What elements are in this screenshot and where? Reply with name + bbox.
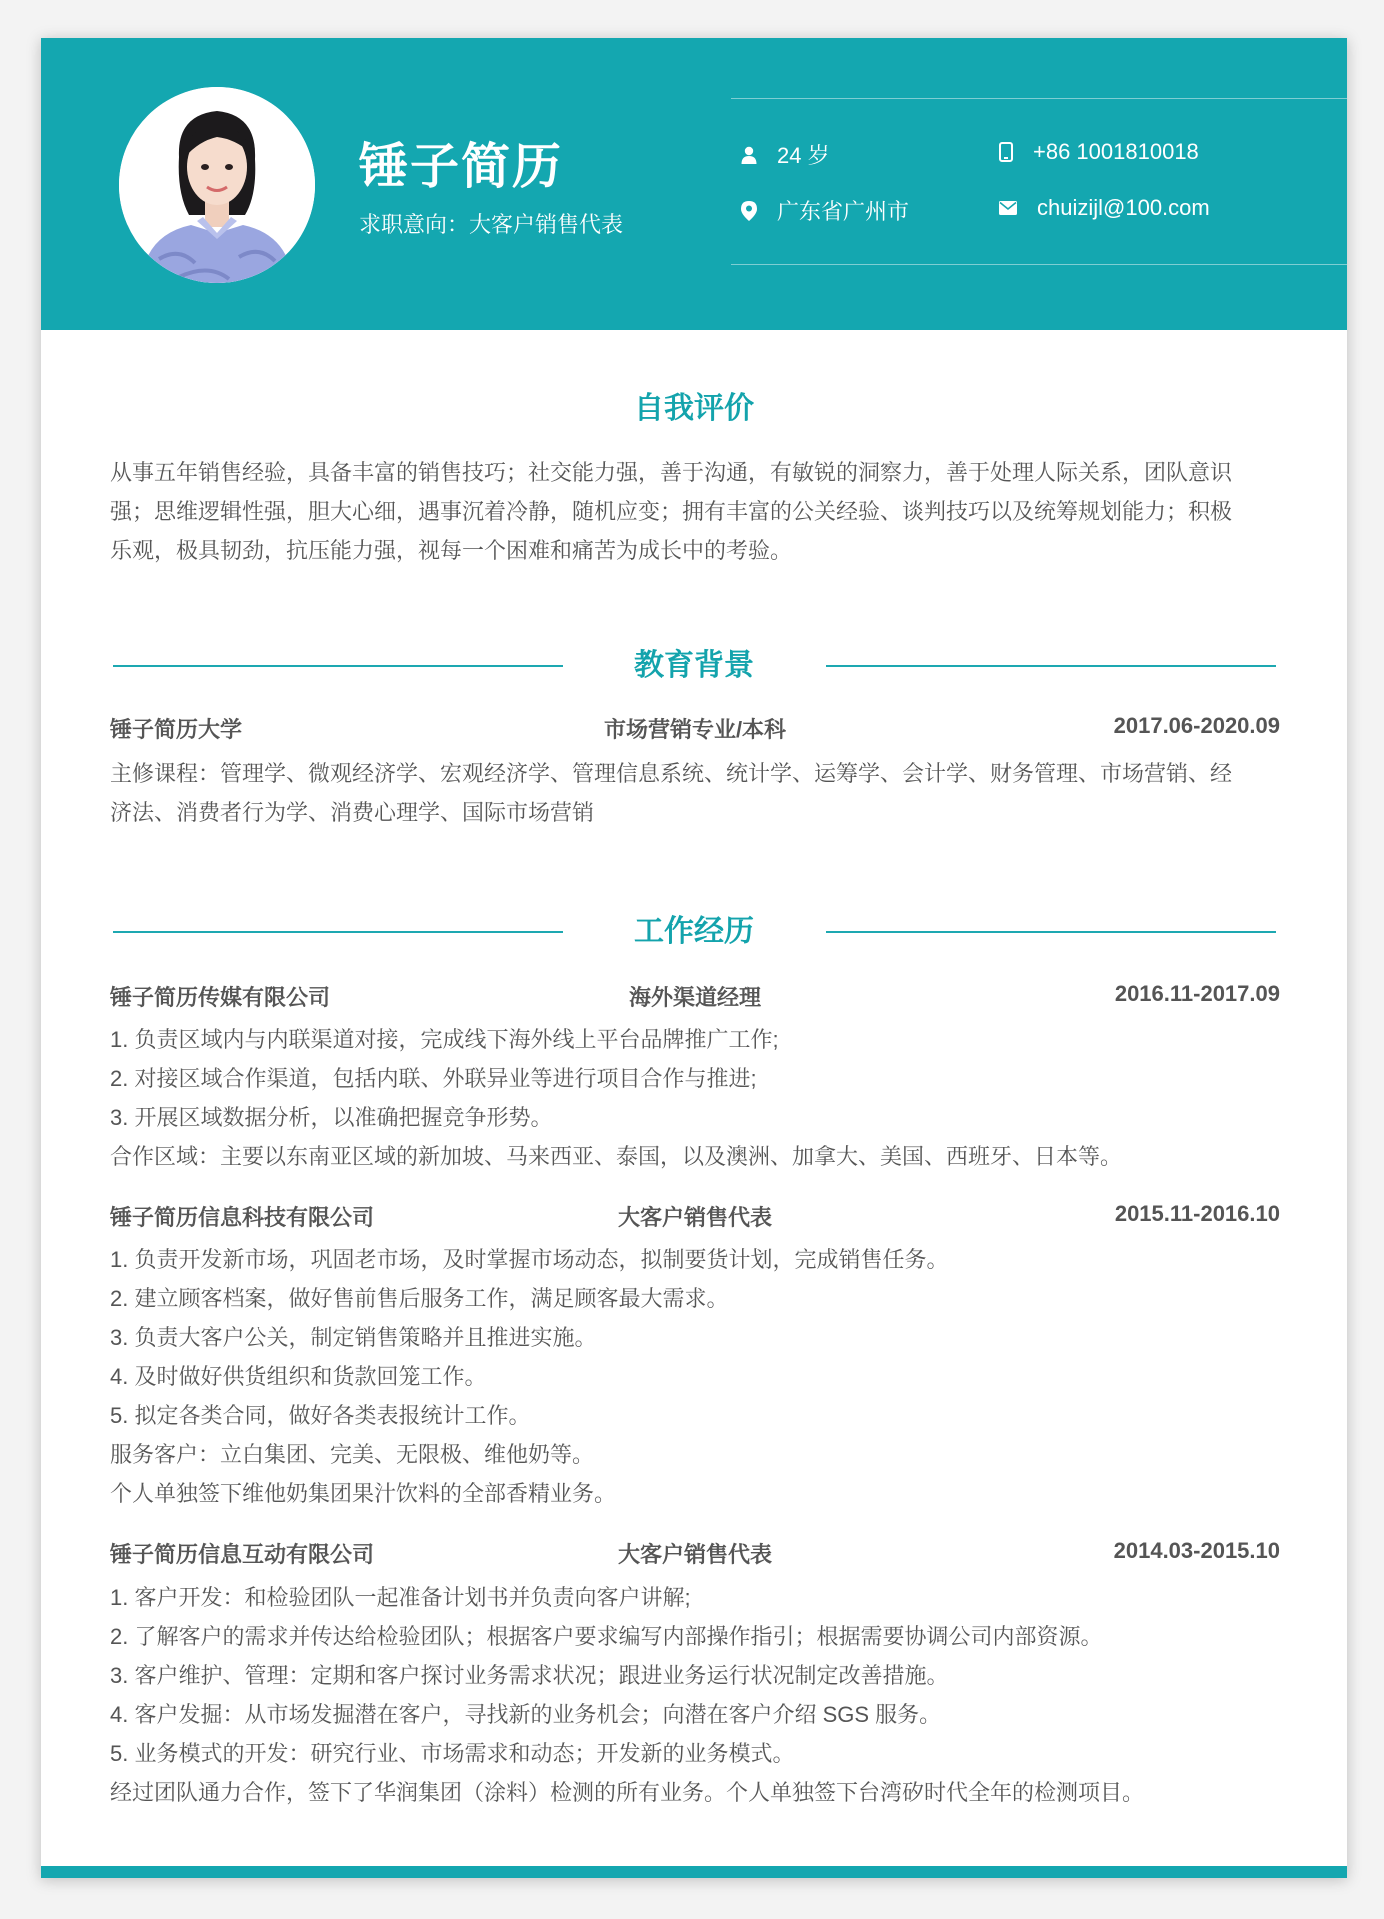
job-detail-line: 3. 开展区域数据分析，以准确把握竞争形势。 — [110, 1105, 553, 1130]
job-detail-line: 服务客户：立白集团、完美、无限极、维他奶等。 — [110, 1442, 595, 1467]
job-role: 大客户销售代表 — [617, 1205, 772, 1230]
candidate-name: 锤子简历 — [359, 140, 564, 194]
job-detail-line: 1. 负责区域内与内联渠道对接，完成线下海外线上平台品牌推广工作; — [110, 1027, 779, 1052]
phone-item — [999, 139, 1199, 165]
email-item — [999, 195, 1210, 221]
email-text: chuizijl@100.com — [1037, 195, 1210, 220]
header-banner — [41, 38, 1347, 330]
job-details — [110, 1240, 1280, 1513]
self-eval-line: 从事五年销售经验，具备丰富的销售技巧；社交能力强，善于沟通，有敏锐的洞察力，善于处理人际关系，团队意识 — [110, 460, 1233, 485]
profile-photo — [119, 87, 315, 283]
user-icon — [741, 146, 757, 164]
job-detail-line: 4. 客户发掘：从市场发掘潜在客户，寻找新的业务机会；向潜在客户介绍 SGS 服务。 — [110, 1702, 942, 1727]
major: 市场营销专业/本科 — [603, 717, 787, 742]
job-detail-line: 个人单独签下维他奶集团果汁饮料的全部香精业务。 — [110, 1481, 617, 1506]
courses-line: 济法、消费者行为学、消费心理学、国际市场营销 — [110, 800, 595, 825]
job-detail-line: 经过团队通力合作，签下了华润集团（涂料）检测的所有业务。个人单独签下台湾矽时代全年的检测项目。 — [110, 1780, 1145, 1805]
job-detail-line: 3. 客户维护、管理：定期和客户探讨业务需求状况；跟进业务运行状况制定改善措施。 — [110, 1663, 949, 1688]
self-eval-line: 强；思维逻辑性强，胆大心细，遇事沉着冷静，随机应变；拥有丰富的公关经验、谈判技巧以及统筹规划能力；积极 — [110, 499, 1233, 524]
job-details — [110, 1020, 1280, 1176]
job-detail-line: 4. 及时做好供货组织和货款回笼工作。 — [110, 1364, 487, 1389]
age-item — [741, 139, 830, 170]
job-detail-line: 1. 负责开发新市场，巩固老市场，及时掌握市场动态，拟制要货计划，完成销售任务。 — [110, 1247, 949, 1272]
job-row — [110, 1201, 1280, 1231]
location-text: 广东省广州市 — [777, 199, 910, 224]
section-title-self-eval: 自我评价 — [634, 392, 754, 425]
job-row — [110, 1538, 1280, 1568]
header-divider-top — [731, 98, 1347, 99]
courses-text — [110, 754, 1280, 832]
job-period: 2014.03-2015.10 — [1113, 1538, 1280, 1563]
education-row — [110, 713, 1280, 743]
job-detail-line: 2. 建立顾客档案，做好售前售后服务工作，满足顾客最大需求。 — [110, 1286, 729, 1311]
avatar — [119, 87, 315, 283]
company-name: 锤子简历传媒有限公司 — [110, 985, 331, 1010]
section-title-work: 工作经历 — [634, 915, 754, 948]
location-pin-icon — [741, 201, 757, 221]
job-detail-line: 2. 了解客户的需求并传达给检验团队；根据客户要求编写内部操作指引；根据需要协调公司内部资源。 — [110, 1624, 1103, 1649]
job-detail-line: 5. 拟定各类合同，做好各类表报统计工作。 — [110, 1403, 531, 1428]
header-divider-bottom — [731, 264, 1347, 265]
resume-page — [41, 38, 1347, 1878]
self-eval-text — [110, 453, 1280, 570]
education-period: 2017.06-2020.09 — [1113, 713, 1280, 738]
phone-icon — [999, 142, 1013, 162]
section-title-education: 教育背景 — [634, 649, 754, 682]
job-details — [110, 1578, 1280, 1812]
job-intent: 求职意向：大客户销售代表 — [359, 212, 624, 237]
courses-line: 主修课程：管理学、微观经济学、宏观经济学、管理信息系统、统计学、运筹学、会计学、财务管理、市场营销、经 — [110, 761, 1233, 786]
company-name: 锤子简历信息科技有限公司 — [110, 1205, 375, 1230]
job-period: 2016.11-2017.09 — [1114, 981, 1280, 1006]
job-detail-line: 3. 负责大客户公关，制定销售策略并且推进实施。 — [110, 1325, 597, 1350]
job-detail-line: 合作区域：主要以东南亚区域的新加坡、马来西亚、泰国，以及澳洲、加拿大、美国、西班牙、日本等。 — [110, 1144, 1123, 1169]
job-detail-line: 1. 客户开发：和检验团队一起准备计划书并负责向客户讲解; — [110, 1585, 691, 1610]
job-row — [110, 981, 1280, 1011]
job-role: 大客户销售代表 — [617, 1542, 772, 1567]
job-period: 2015.11-2016.10 — [1114, 1201, 1280, 1226]
job-detail-line: 5. 业务模式的开发：研究行业、市场需求和动态；开发新的业务模式。 — [110, 1741, 795, 1766]
company-name: 锤子简历信息互动有限公司 — [110, 1542, 375, 1567]
phone-text: +86 1001810018 — [1033, 139, 1199, 164]
job-detail-line: 2. 对接区域合作渠道，包括内联、外联异业等进行项目合作与推进; — [110, 1066, 757, 1091]
age-text: 24 岁 — [777, 143, 830, 168]
mail-icon — [999, 201, 1017, 215]
location-item — [741, 195, 909, 226]
self-eval-line: 乐观，极具韧劲，抗压能力强，视每一个困难和痛苦为成长中的考验。 — [110, 538, 793, 563]
job-role: 海外渠道经理 — [628, 985, 761, 1010]
footer-bar — [41, 1866, 1347, 1878]
school-name: 锤子简历大学 — [110, 717, 243, 742]
